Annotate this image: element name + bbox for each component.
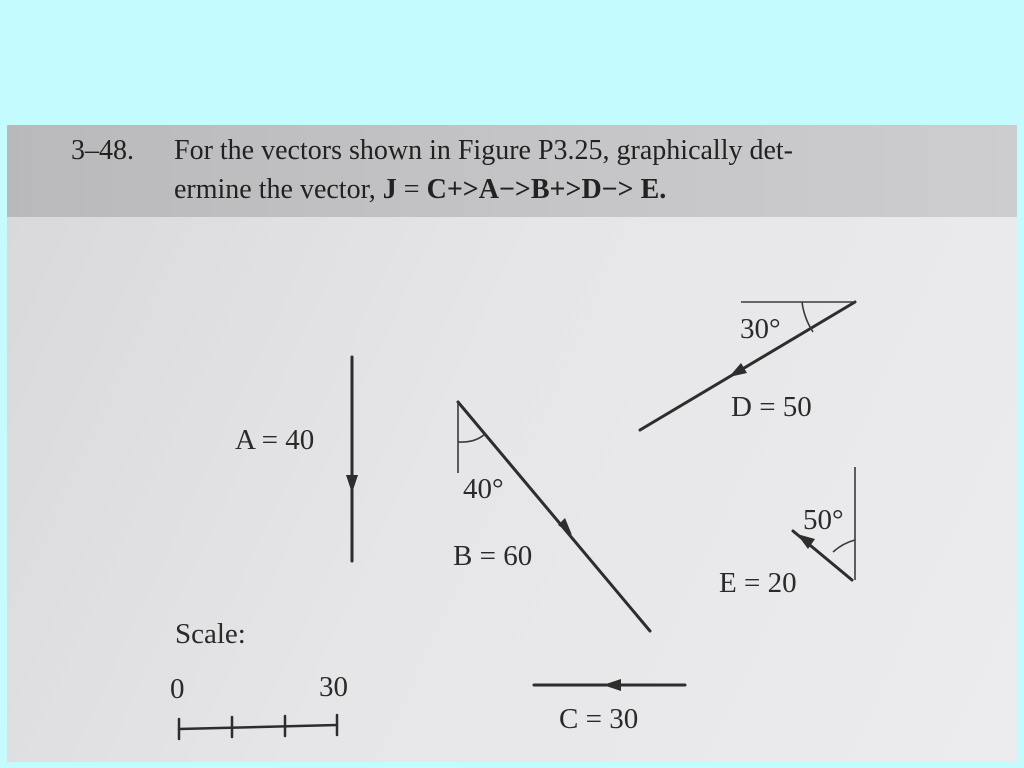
vector-A xyxy=(235,357,358,561)
problem-statement-line1: For the vectors shown in Figure P3.25, graphically det- xyxy=(174,135,794,166)
scale-label: Scale: xyxy=(175,618,246,650)
vector-D xyxy=(640,302,855,430)
vector-D-label: D = 50 xyxy=(731,391,812,423)
problem-number: 3–48. xyxy=(71,135,134,166)
vector-B-line xyxy=(458,402,650,631)
vector-B-label: B = 60 xyxy=(453,540,533,572)
vector-C-label: C = 30 xyxy=(559,703,639,735)
vector-E xyxy=(719,467,855,599)
problem-line2-prefix: ermine the vector, xyxy=(174,174,376,205)
vector-E-angle-arc xyxy=(833,540,855,552)
scale-start-label: 0 xyxy=(170,673,185,705)
vector-E-label: E = 20 xyxy=(719,567,797,599)
scale-bar xyxy=(170,618,348,739)
vector-B-arrowhead xyxy=(558,518,572,535)
vector-C xyxy=(534,679,685,735)
vector-B xyxy=(453,402,650,631)
vector-E-angle-label: 50° xyxy=(803,504,844,536)
vector-expression: C+>A−>B+>D−> E. xyxy=(426,174,667,205)
vector-J-symbol: J xyxy=(382,174,397,205)
scale-bar-line xyxy=(179,725,337,729)
vector-B-angle-arc xyxy=(458,434,485,442)
vector-B-angle-label: 40° xyxy=(463,473,504,505)
vector-figure xyxy=(7,125,1017,762)
vector-C-arrowhead xyxy=(603,679,621,691)
vector-A-label: A = 40 xyxy=(235,424,315,456)
vector-A-arrowhead xyxy=(346,475,358,493)
scale-end-label: 30 xyxy=(319,671,348,703)
slide-photo xyxy=(7,125,1017,762)
equals-sign: = xyxy=(396,174,427,205)
vector-D-arrowhead xyxy=(729,363,747,377)
vector-D-angle-label: 30° xyxy=(740,313,781,345)
